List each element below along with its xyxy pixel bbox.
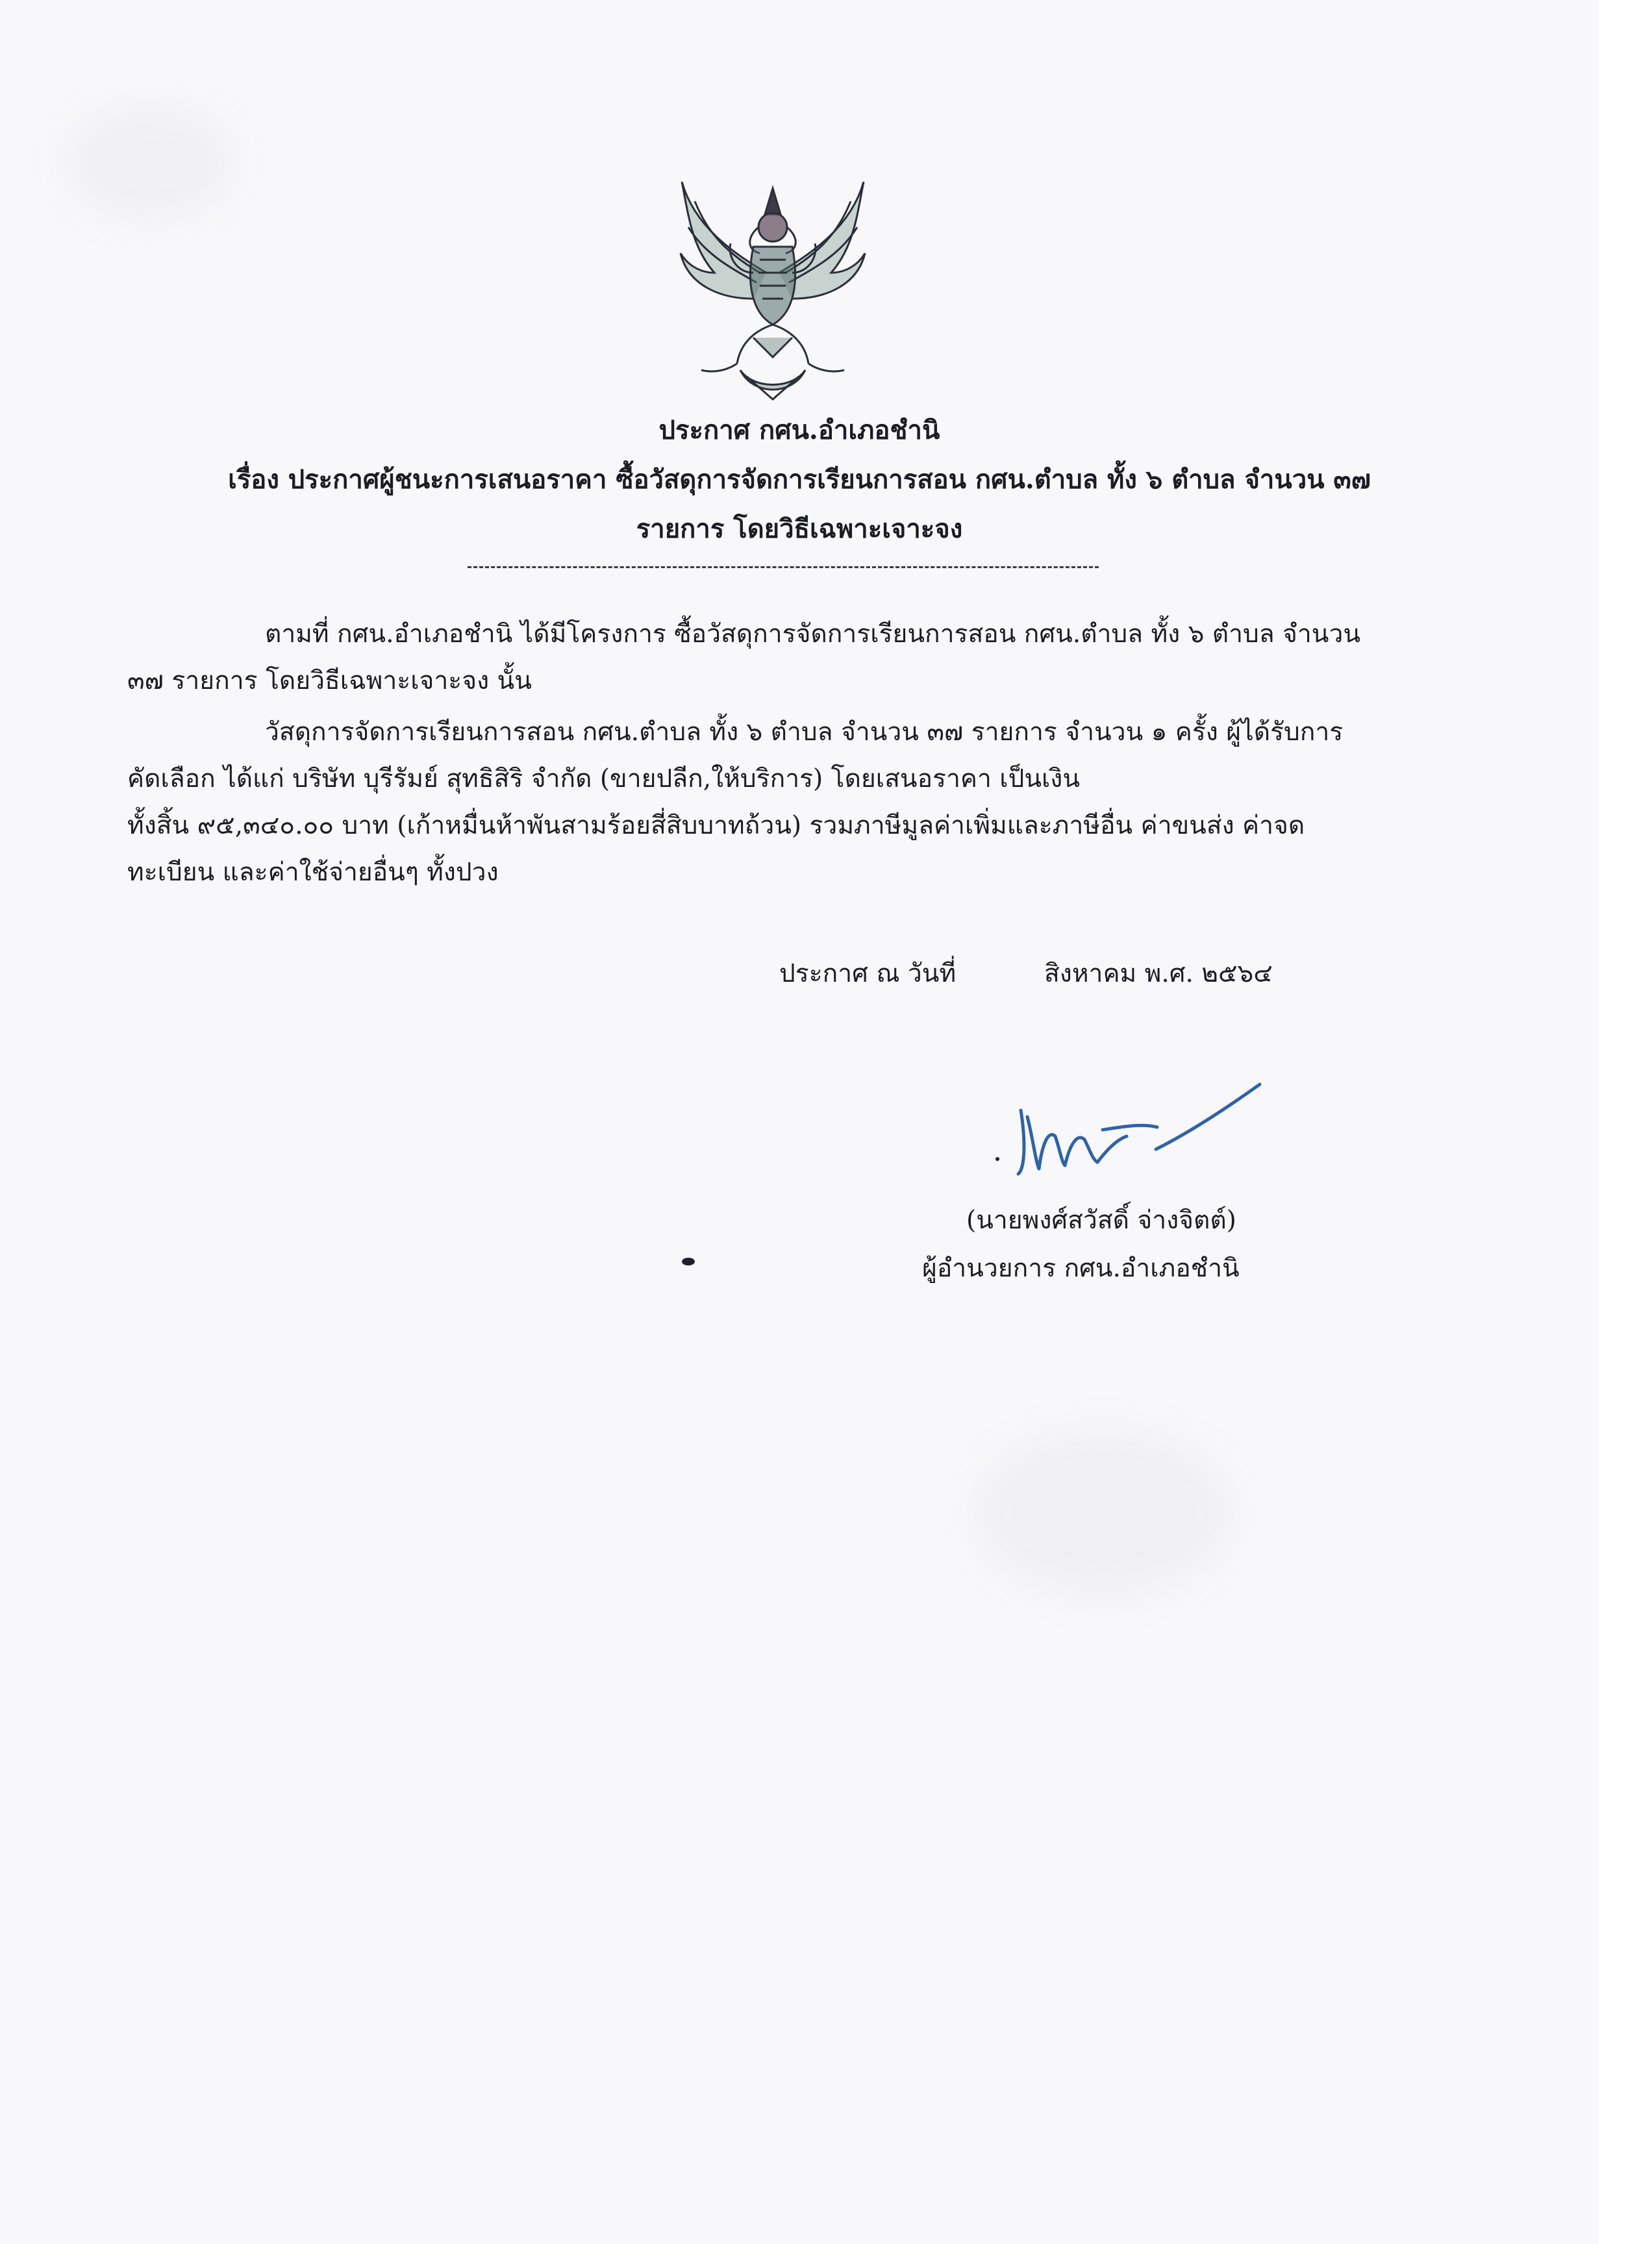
document-title: ประกาศ กศน.อำเภอชำนิ: [658, 415, 940, 445]
subject-line-2: รายการ โดยวิธีเฉพาะเจาะจง: [636, 514, 963, 544]
date-month-year: สิงหาคม พ.ศ. ๒๕๖๔: [1044, 959, 1273, 988]
ink-mark: [682, 1258, 695, 1265]
signatory-name: (นายพงศ์สวัสดิ์ จ่างจิตต์): [966, 1206, 1236, 1235]
paper-smudge: [974, 1428, 1234, 1597]
date-prefix: ประกาศ ณ วันที่: [779, 959, 957, 988]
paragraph-2-line-3: ทั้งสิ้น ๙๕,๓๔๐.๐๐ บาท (เก้าหมื่นห้าพันสามร้อยสี่สิบบาทถ้วน) รวมภาษีมูลค่าเพิ่มและภาษีอื่น ค่าขนส่ง ค่าจด: [127, 811, 1305, 840]
paragraph-1-line-1: ตามที่ กศน.อำเภอชำนิ ได้มีโครงการ ซื้อวัสดุการจัดการเรียนการสอน กศน.ตำบล ทั้ง ๖ ตำบล จำนวน: [265, 619, 1361, 649]
handwritten-signature-icon: [987, 1065, 1273, 1208]
title-divider: [468, 566, 1099, 568]
garuda-emblem-icon: [675, 175, 870, 403]
paragraph-2-line-4: ทะเบียน และค่าใช้จ่ายอื่นๆ ทั้งปวง: [127, 858, 499, 887]
scan-margin: [1599, 0, 1652, 2244]
signatory-position: ผู้อำนวยการ กศน.อำเภอชำนิ: [922, 1254, 1240, 1283]
paragraph-1-line-2: ๓๗ รายการ โดยวิธีเฉพาะเจาะจง นั้น: [127, 666, 532, 695]
subject-line-1: เรื่อง ประกาศผู้ชนะการเสนอราคา ซื้อวัสดุการจัดการเรียนการสอน กศน.ตำบล ทั้ง ๖ ตำบล จำนวน ๓๗: [228, 464, 1371, 495]
paper-smudge: [65, 104, 234, 221]
paragraph-2-line-1: วัสดุการจัดการเรียนการสอน กศน.ตำบล ทั้ง ๖ ตำบล จำนวน ๓๗ รายการ จำนวน ๑ ครั้ง ผู้ได้รับการ: [265, 717, 1344, 747]
paragraph-2-line-2: คัดเลือก ได้แก่ บริษัท บุรีรัมย์ สุทธิสิริ จำกัด (ขายปลีก,ให้บริการ) โดยเสนอราคา เป็นเงิน: [127, 764, 1081, 793]
